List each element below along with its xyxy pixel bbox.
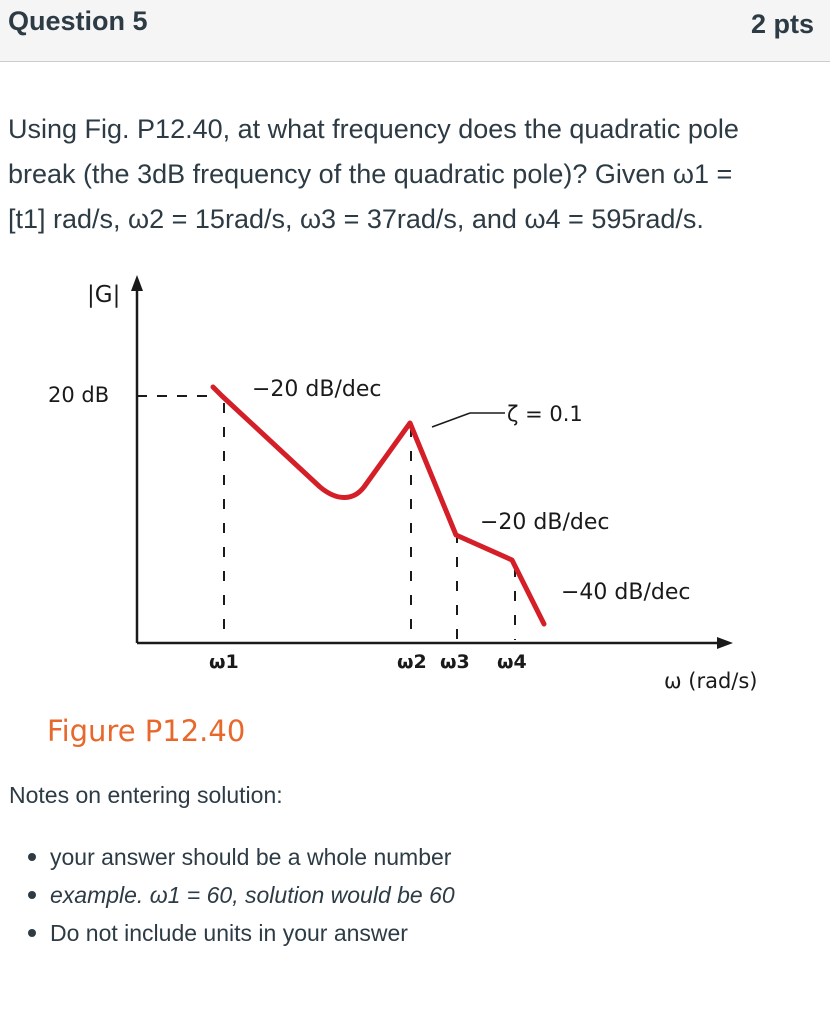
x-axis-arrow <box>717 637 733 649</box>
list-item: example. ω1 = 60, solution would be 60 <box>0 876 455 914</box>
magnitude-curve <box>213 387 544 624</box>
figure-caption: Figure P12.40 <box>47 714 246 748</box>
question-line: break (the 3dB frequency of the quadratic pole)? Given ω1 = <box>8 159 733 189</box>
tick-label-w3: ω3 <box>440 651 470 673</box>
question-text <box>8 107 818 242</box>
level-label: 20 dB <box>48 383 110 407</box>
zeta-label: ζ = 0.1 <box>507 402 583 426</box>
x-axis-label: ω (rad/s) <box>664 669 758 693</box>
tick-label-w1: ω1 <box>209 651 239 673</box>
question-points: 2 pts <box>750 9 814 39</box>
notes-title: Notes on entering solution: <box>9 782 283 808</box>
tick-label-w2: ω2 <box>397 651 427 673</box>
question-header <box>0 0 830 62</box>
slope-label-2: −20 dB/dec <box>480 510 610 535</box>
y-axis-label: |G| <box>87 282 121 308</box>
list-item: your answer should be a whole number <box>0 838 455 876</box>
y-axis-arrow <box>131 275 143 291</box>
zeta-leader <box>432 413 470 427</box>
question-title: Question 5 <box>8 6 148 36</box>
notes-list <box>0 838 455 952</box>
question-line: [t1] rad/s, ω2 = 15rad/s, ω3 = 37rad/s, and ω4 = 595rad/s. <box>8 204 704 234</box>
slope-label-3: −40 dB/dec <box>561 580 691 605</box>
slope-label-1: −20 dB/dec <box>252 377 382 402</box>
bode-figure <box>0 255 830 705</box>
list-item: Do not include units in your answer <box>0 914 455 952</box>
tick-label-w4: ω4 <box>497 651 527 673</box>
question-line: Using Fig. P12.40, at what frequency does the quadratic pole <box>8 114 739 144</box>
bode-plot <box>0 255 830 705</box>
